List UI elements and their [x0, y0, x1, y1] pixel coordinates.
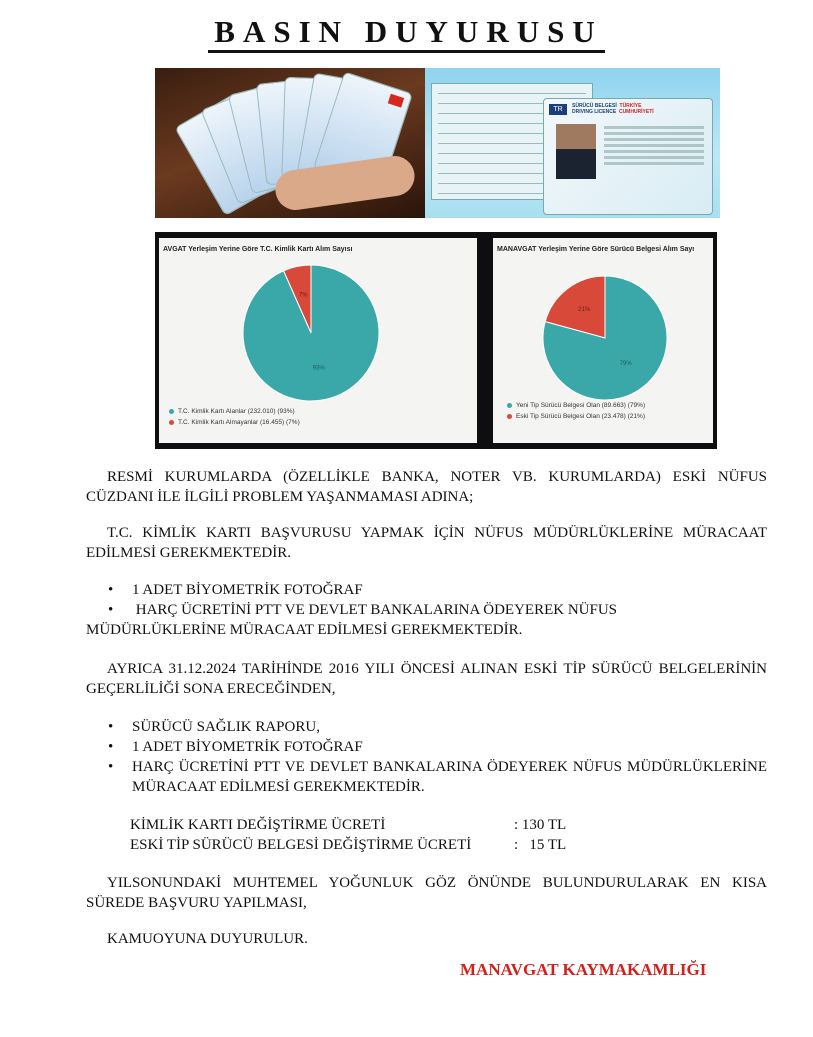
id-cards-photo: [155, 68, 425, 218]
paragraph-id-card-application: T.C. KİMLİK KARTI BAŞVURUSU YAPMAK İÇİN NÜFUS MÜDÜRLÜKLERİNE MÜRACAAT EDİLMESİ GEREKMEKTEDİR.: [86, 525, 767, 561]
licence-heading: SÜRÜCÜ BELGESİ TÜRKİYE DRIVING LICENCE CUMHURİYETİ: [572, 103, 654, 115]
licence-front-image: [543, 98, 713, 215]
chart-legend: [169, 406, 300, 428]
pie-slice: [243, 265, 379, 401]
legend-item: T.C. Kimlik Kartı Alanlar (232.010) (93%): [178, 408, 295, 415]
licence-portrait: [556, 124, 596, 179]
list-item: • SÜRÜCÜ SAĞLIK RAPORU,: [108, 719, 320, 735]
paragraph-intro: RESMİ KURUMLARDA (ÖZELLİKLE BANKA, NOTER VB. KURUMLARDA) ESKİ NÜFUS CÜZDANI İLE İLGİLİ PROBLEM YAŞANMAMASI ADINA;: [86, 469, 767, 505]
list-item: • HARÇ ÜCRETİNİ PTT VE DEVLET BANKALARINA ÖDEYEREK NÜFUS: [108, 602, 618, 618]
charts-photo: [155, 232, 717, 449]
header-photo-banner: [155, 68, 720, 218]
legend-item: Eski Tip Sürücü Belgesi Olan (23.478) (21%): [516, 413, 645, 420]
paragraph-announcement: KAMUOYUNA DUYURULUR.: [107, 931, 308, 947]
legend-item: T.C. Kimlik Kartı Almayanlar (16.455) (7%): [178, 419, 300, 426]
paragraph-apply-early: YILSONUNDAKİ MUHTEMEL YOĞUNLUK GÖZ ÖNÜNDE BULUNDURULARAK EN KISA SÜREDE BAŞVURU YAPILMASI,: [86, 875, 767, 911]
fee-label: ESKİ TİP SÜRÜCÜ BELGESİ DEĞİŞTİRME ÜCRETİ: [130, 837, 472, 853]
page-title: BASIN DUYURUSU: [0, 14, 813, 50]
paragraph-licence-expiry: AYRICA 31.12.2024 TARİHİNDE 2016 YILI ÖNCESİ ALINAN ESKİ TİP SÜRÜCÜ BELGELERİNİN GEÇERLİLİĞİ SONA ERECEĞİNDEN,: [86, 661, 767, 697]
pie-slice-label: 21%: [578, 306, 591, 313]
list-item: • HARÇ ÜCRETİNİ PTT VE DEVLET BANKALARINA ÖDEYEREK NÜFUS MÜDÜRLÜKLERİNE MÜRACAAT EDİLMESİ GEREKMEKTEDİR.: [108, 759, 767, 795]
chart-title: MANAVGAT Yerleşim Yerine Göre Sürücü Belgesi Alım Sayı: [497, 246, 695, 253]
fee-value: : 15 TL: [514, 837, 567, 853]
list-item: • 1 ADET BİYOMETRİK FOTOĞRAF: [108, 739, 363, 755]
list-item: • 1 ADET BİYOMETRİK FOTOĞRAF: [108, 582, 363, 598]
licence-country-code: TR: [549, 104, 567, 115]
chart-title: AVGAT Yerleşim Yerine Göre T.C. Kimlik Kartı Alım Sayısı: [163, 246, 353, 253]
chart-legend: [507, 400, 645, 422]
signature-authority: MANAVGAT KAYMAKAMLIĞI: [460, 960, 707, 979]
list-item-continuation: MÜDÜRLÜKLERİNE MÜRACAAT EDİLMESİ GEREKMEKTEDİR.: [86, 622, 523, 638]
chart-panel-id-card: [159, 238, 477, 443]
driving-licence-photo: [425, 68, 720, 218]
fee-value: : 130 TL: [514, 817, 567, 833]
pie-slice-label: 7%: [298, 292, 308, 299]
fee-label: KİMLİK KARTI DEĞİŞTİRME ÜCRETİ: [130, 817, 386, 833]
pie-slice-label: 93%: [312, 365, 325, 372]
chart-panel-driving-licence: [493, 238, 713, 443]
pie-slice-label: 79%: [619, 361, 632, 368]
legend-item: Yeni Tip Sürücü Belgesi Olan (89.663) (79%): [516, 402, 646, 409]
